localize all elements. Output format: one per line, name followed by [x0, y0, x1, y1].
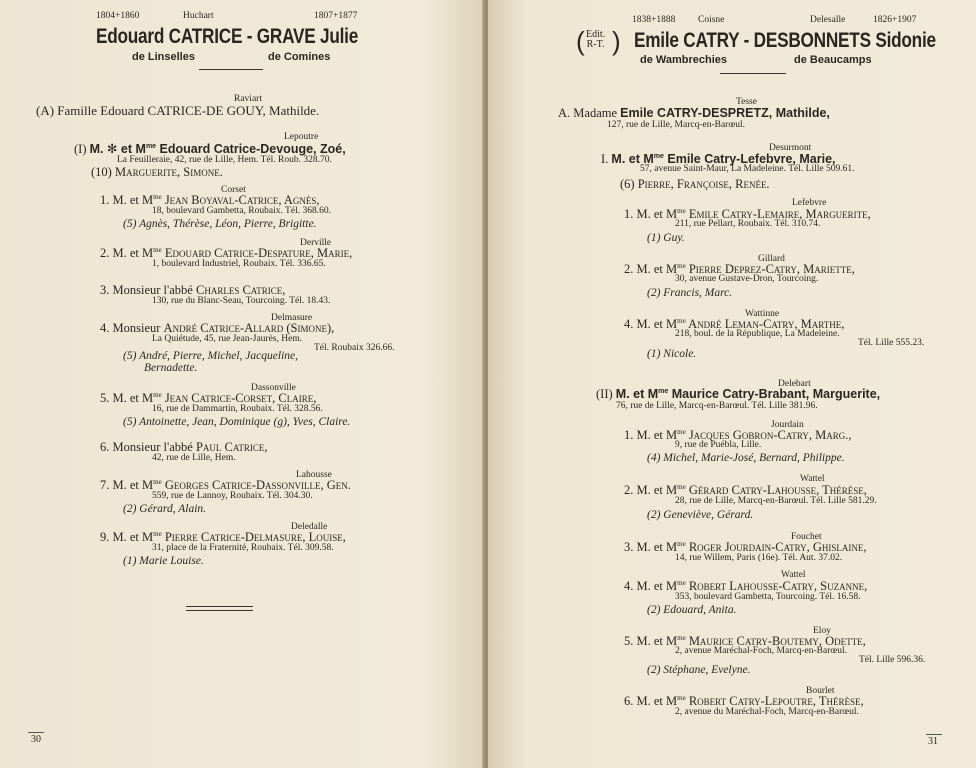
edition-mark: Edit. R-T. — [586, 29, 606, 50]
entry-heading: (II) M. et $M^{me}$ Maurice Catry-Brabant, Marguerite, — [596, 387, 881, 401]
entry-surname: Fouchet — [791, 532, 822, 542]
header-dates-left: 1804+1860 — [96, 11, 140, 21]
entry-children: (2) Francis, Marc. — [647, 287, 733, 299]
entry-address: 31, place de la Fraternité, Roubaix. Tél. 309.58. — [152, 543, 334, 553]
entry-heading: 9. M. et $M^{me}$ Pierre Catrice-Delmasure, Louise, — [100, 530, 346, 545]
entry-address: 57, avenue Saint-Maur, La Madeleine. Tél. Lille 509.61. — [640, 164, 855, 174]
entry-surname: Bourlet — [806, 686, 835, 696]
entry-heading: 2. M. et $M^{me}$ Pierre Deprez-Catry, Mariette, — [624, 262, 855, 277]
entry-surname: Wattel — [781, 570, 806, 580]
entry-heading: 4. M. et $M^{me}$ André Leman-Catry, Marthe, — [624, 317, 845, 332]
entry-heading: 3. Monsieur l'abbé Charles Catrice, — [100, 283, 286, 297]
right-page — [488, 0, 976, 768]
entry-address: 218, boul. de la République, La Madeleine. — [675, 329, 840, 339]
entry-surname: Derville — [300, 238, 332, 248]
entry-heading: I. M. et $M^{me}$ Emile Catry-Lefebvre, Marie, — [601, 152, 836, 166]
entry-address: 559, rue de Lannoy, Roubaix. Tél. 304.30. — [152, 491, 313, 501]
entry-children: (2) Gérard, Alain. — [123, 503, 207, 515]
entry-heading: 1. M. et $M^{me}$ Jacques Gobron-Catry, Marg., — [624, 428, 852, 443]
entry-children: (5) Agnès, Thérèse, Léon, Pierre, Brigitte. — [123, 218, 317, 230]
entry-children: (5) André, Pierre, Michel, Jacqueline, — [123, 350, 298, 362]
entry-children-cont: Bernadette. — [144, 362, 198, 374]
entry-address: 28, rue de Lille, Marcq-en-Barœul. Tél. Lille 581.29. — [675, 496, 877, 506]
page-title: Emile CATRY - DESBONNETS Sidonie — [634, 29, 936, 52]
entry-address: 2, avenue du Maréchal-Foch, Marcq-en-Barœul. — [675, 707, 859, 717]
entry-surname: Lahousse — [296, 470, 332, 480]
entry-heading: A. Madame Emile CATRY-DESPRETZ, Mathilde, — [558, 106, 830, 120]
entry-address: 130, rue du Blanc-Seau, Tourcoing. Tél. 18.43. — [152, 296, 331, 306]
entry-address: 2, avenue Maréchal-Foch, Marcq-en-Barœul. — [675, 646, 847, 656]
entry-address: 42, rue de Lille, Hem. — [152, 453, 236, 463]
entry-address: 9, rue de Puébla, Lille. — [675, 440, 762, 450]
entry-address: 76, rue de Lille, Marcq-en-Barœul. Tél. Lille 381.96. — [616, 401, 818, 411]
entry-children: (2) Stéphane, Evelyne. — [647, 664, 751, 676]
entry-surname: Wattinne — [745, 309, 780, 319]
open-paren: ( — [576, 26, 585, 56]
entry-surname: Eloy — [813, 626, 831, 636]
header-dates-right: 1807+1877 — [314, 11, 358, 21]
entry-children: (5) Antoinette, Jean, Dominique (g), Yves, Claire. — [123, 416, 351, 428]
entry-surname: Wattel — [800, 474, 825, 484]
entry-heading: 1. M. et $M^{me}$ Emile Catry-Lemaire, Marguerite, — [624, 207, 871, 222]
entry-children: (6) Pierre, Françoise, Renée. — [620, 177, 770, 191]
header-surname-right: Delesalle — [810, 15, 846, 25]
header-rule — [199, 69, 263, 70]
entry-address: La Quiétude, 45, rue Jean-Jaurès, Hem. — [152, 334, 303, 344]
entry-children: (1) Marie Louise. — [123, 555, 204, 567]
header-origin-left: de Linselles — [132, 51, 195, 63]
header-origin-right: de Comines — [268, 51, 331, 63]
header-surname-left: Coisne — [698, 15, 725, 25]
entry-heading: 4. M. et $M^{me}$ Robert Lahousse-Catry, Suzanne, — [624, 579, 868, 594]
entry-heading: 5. M. et $M^{me}$ Jean Catrice-Corset, Claire, — [100, 391, 317, 406]
entry-surname: Delebart — [778, 379, 811, 389]
entry-address: 16, rue de Dammartin, Roubaix. Tél. 328.56. — [152, 404, 323, 414]
entry-surname: Dassonville — [251, 383, 296, 393]
entry-address: 127, rue de Lille, Marcq-en-Barœul. — [607, 120, 745, 130]
entry-surname: Raviart — [234, 94, 262, 104]
entry-heading: 6. Monsieur l'abbé Paul Catrice, — [100, 440, 268, 454]
entry-children: (1) Guy. — [647, 232, 685, 244]
entry-heading: 3. M. et $M^{me}$ Roger Jourdain-Catry, Ghislaine, — [624, 540, 867, 555]
entry-children: (10) Marguerite, Simone. — [91, 165, 223, 179]
page-title: Edouard CATRICE - GRAVE Julie — [96, 25, 359, 48]
close-paren: ) — [612, 26, 621, 56]
entry-phone: Tél. Lille 555.23. — [858, 338, 925, 348]
entry-heading: 5. M. et $M^{me}$ Maurice Catry-Boutemy, Odette, — [624, 634, 866, 649]
entry-surname: Deledalle — [291, 522, 328, 532]
header-rule — [720, 73, 786, 74]
header-origin-right: de Beaucamps — [794, 54, 872, 66]
entry-phone: Tél. Roubaix 326.66. — [314, 343, 395, 353]
entry-surname: Jourdain — [771, 420, 804, 430]
entry-surname: Tesse — [736, 97, 757, 107]
left-page — [0, 0, 484, 768]
header-dates-right: 1826+1907 — [873, 15, 917, 25]
entry-address: La Feuilleraie, 42, rue de Lille, Hem. Tél. Roub. 328.70. — [117, 155, 332, 165]
entry-children: (2) Geneviève, Gérard. — [647, 509, 754, 521]
entry-heading: 6. M. et $M^{me}$ Robert Catry-Lepoutre, Thérèse, — [624, 694, 864, 709]
entry-heading: 4. Monsieur André Catrice-Allard (Simone), — [100, 321, 335, 335]
entry-address: 14, rue Willem, Paris (16e). Tél. Aut. 37.02. — [675, 553, 843, 563]
entry-surname: Lefebvre — [792, 198, 827, 208]
page-number: 31 — [928, 736, 938, 747]
entry-heading: 2. M. et $M^{me}$ Gérard Catry-Lahousse, Thérèse, — [624, 483, 867, 498]
entry-phone: Tél. Lille 596.36. — [859, 655, 926, 665]
entry-surname: Corset — [221, 185, 246, 195]
section-divider — [186, 606, 253, 611]
page-number: 30 — [31, 734, 41, 745]
entry-heading: 7. M. et $M^{me}$ Georges Catrice-Dassonville, Gen. — [100, 478, 351, 493]
entry-heading: 2. M. et $M^{me}$ Edouard Catrice-Despature, Marie, — [100, 246, 353, 261]
entry-children: (2) Edouard, Anita. — [647, 604, 737, 616]
entry-address: 30, avenue Gustave-Dron, Tourcoing. — [675, 274, 819, 284]
entry-address: 211, rue Pellart, Roubaix. Tél. 310.74. — [675, 219, 821, 229]
header-surname-left: Huchart — [183, 11, 214, 21]
page-number-rule — [926, 734, 942, 735]
entry-surname: Lepoutre — [284, 132, 319, 142]
entry-address: 18, boulevard Gambetta, Roubaix. Tél. 368.60. — [152, 206, 331, 216]
entry-surname: Gillard — [758, 254, 785, 264]
entry-address: 353, boulevard Gambetta, Tourcoing. Tél. 16.58. — [675, 592, 861, 602]
entry-surname: Delmasure — [271, 313, 313, 323]
entry-heading: (I) M. ✻ et $M^{me}$ Edouard Catrice-Devouge, Zoé, — [74, 142, 346, 156]
header-dates-left: 1838+1888 — [632, 15, 676, 25]
entry-surname: Desurmont — [769, 143, 812, 153]
family-heading: (A) Famille Edouard CATRICE-DE GOUY, Mathilde. — [36, 103, 320, 118]
header-origin-left: de Wambrechies — [640, 54, 728, 66]
entry-children: (4) Michel, Marie-José, Bernard, Philippe. — [647, 452, 845, 464]
entry-children: (1) Nicole. — [647, 348, 697, 360]
page-number-rule — [28, 732, 44, 733]
entry-heading: 1. M. et $M^{me}$ Jean Boyaval-Catrice, Agnès, — [100, 193, 320, 208]
entry-address: 1, boulevard Industriel, Roubaix. Tél. 336.65. — [152, 259, 326, 269]
